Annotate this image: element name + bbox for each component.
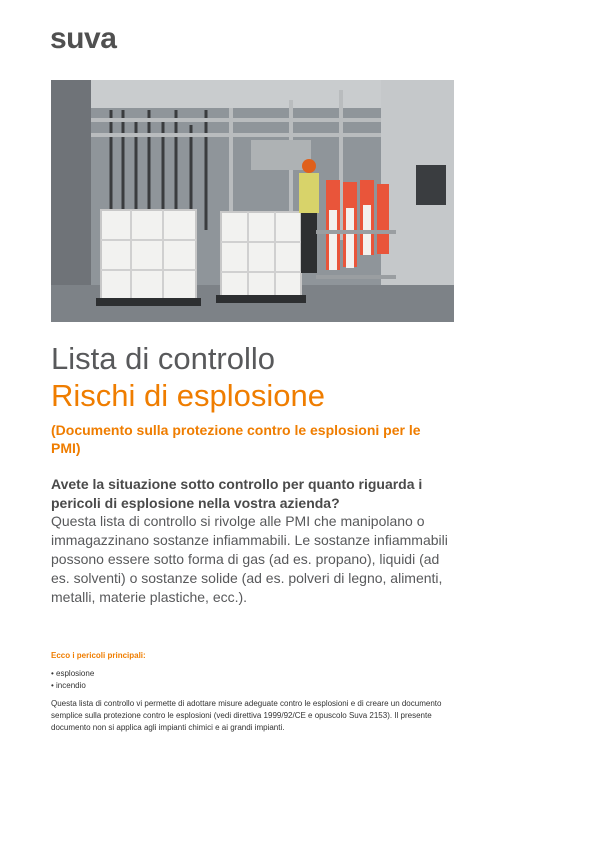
photo-illustration <box>51 80 454 322</box>
hazards-list <box>51 668 94 692</box>
industrial-plant-photo <box>51 80 454 322</box>
document-type-title: Lista di controllo <box>51 341 276 376</box>
list-item: • incendio <box>51 680 94 692</box>
document-main-title: Rischi di esplosione <box>51 378 325 413</box>
body-paragraph: Questa lista di controllo vi permette di adottare misure adeguate contro le esplosioni e di creare un documento semplice sulla protezione contro le esplosioni (vedi direttiva 1999/92/CE e opuscolo Suva 2153). Il presente documento non si applica agli impianti chimici e ai grandi impianti. <box>51 699 442 732</box>
document-subtitle: (Documento sulla protezione contro le esplosioni per le PMI) <box>51 422 421 456</box>
hazards-heading: Ecco i pericoli principali: <box>51 651 146 660</box>
intro-paragraph: Questa lista di controllo si rivolge alle PMI che manipolano o immagazzinano sostanze infiammabili. Le sostanze infiammabili possono essere sotto forma di gas (ad es. propano), liquidi (ad es. solventi) o sostanze solide (ad es. polveri di legno, alimenti, metalli, materie plastiche, ecc.). <box>51 513 448 605</box>
list-item: • esplosione <box>51 668 94 680</box>
suva-logo: suva <box>50 22 117 55</box>
intro-question: Avete la situazione sotto controllo per quanto riguarda i pericoli di esplosione nella vostra azienda? <box>51 476 423 511</box>
